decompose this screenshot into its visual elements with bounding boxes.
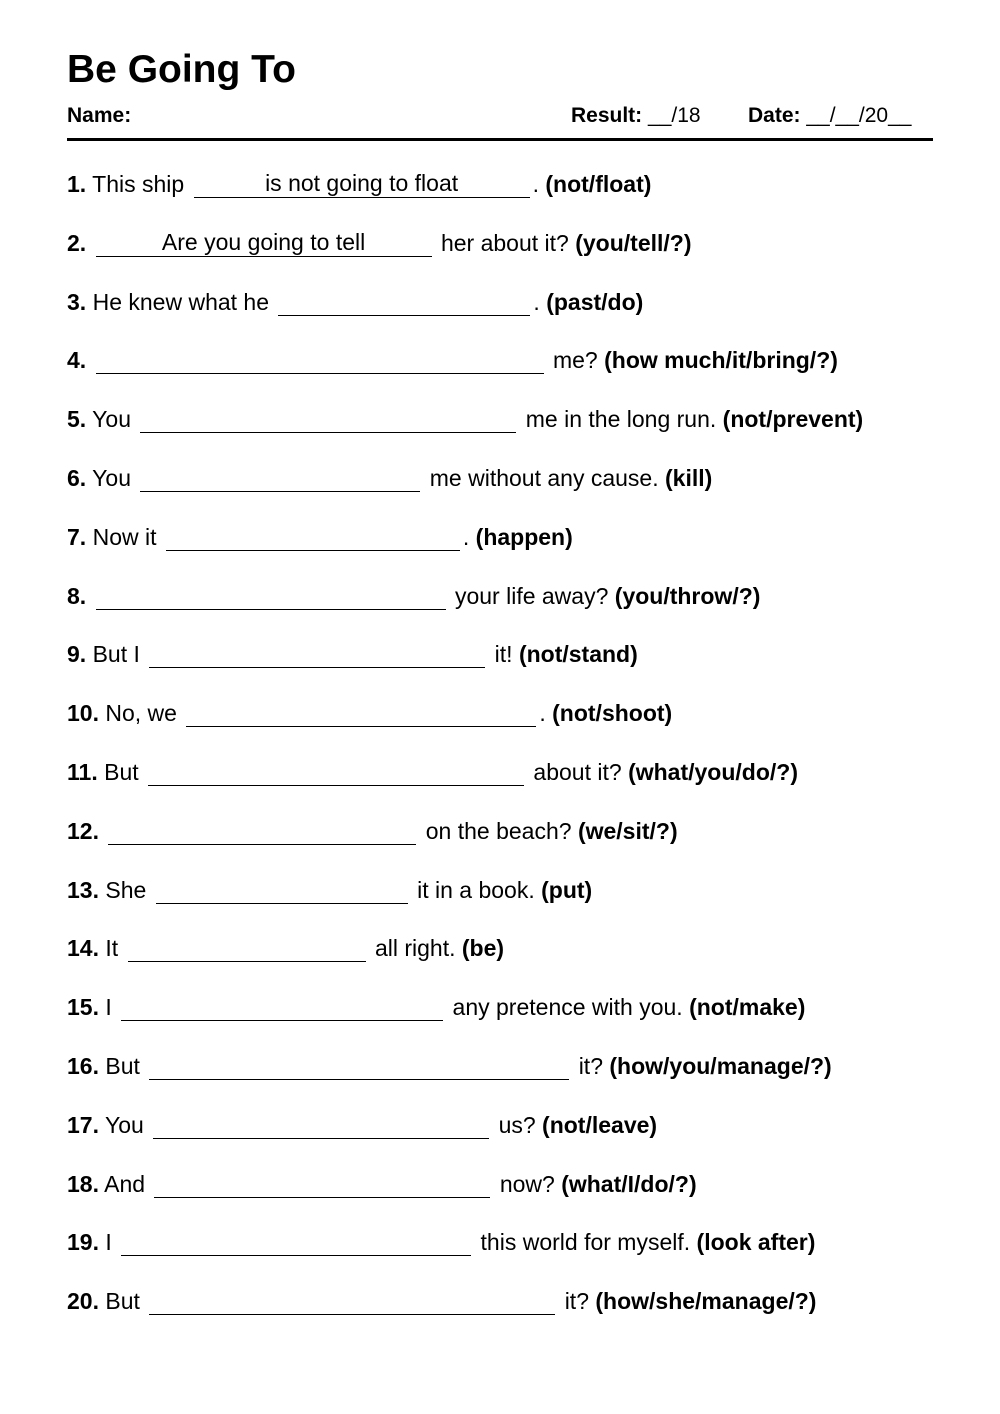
question-text-before: No, we bbox=[105, 700, 177, 727]
question-text-before: I bbox=[105, 994, 112, 1021]
question-text-before: You bbox=[92, 406, 131, 433]
result-value: __/18 bbox=[648, 104, 701, 127]
question-text-before: And bbox=[104, 1170, 146, 1197]
question-item bbox=[67, 519, 933, 578]
date-field bbox=[748, 102, 911, 130]
answer-blank[interactable] bbox=[149, 641, 485, 668]
answer-text: Are you going to tell bbox=[161, 228, 366, 255]
question-item bbox=[67, 460, 933, 519]
question-number: 14. bbox=[67, 935, 99, 962]
verb-hint: (happen) bbox=[475, 523, 573, 550]
question-text-after: . bbox=[533, 288, 540, 315]
answer-blank[interactable] bbox=[121, 1229, 471, 1256]
header-divider bbox=[67, 138, 933, 141]
verb-hint: (how much/it/bring/?) bbox=[604, 347, 838, 374]
question-number: 9. bbox=[67, 641, 87, 668]
question-number: 1. bbox=[67, 171, 87, 197]
question-text-before: This ship bbox=[92, 171, 185, 197]
question-item bbox=[67, 695, 933, 754]
question-list bbox=[67, 166, 933, 1342]
page-title: Be Going To bbox=[67, 48, 296, 91]
answer-blank[interactable] bbox=[108, 818, 416, 845]
verb-hint: (you/throw/?) bbox=[614, 582, 761, 609]
question-item bbox=[67, 578, 933, 637]
question-item bbox=[67, 1166, 933, 1225]
question-text-before: But bbox=[104, 758, 139, 785]
question-number: 12. bbox=[67, 817, 99, 844]
verb-hint: (how/you/manage/?) bbox=[609, 1052, 832, 1079]
question-number: 2. bbox=[67, 229, 87, 256]
question-text-before: I bbox=[105, 1229, 112, 1256]
question-item bbox=[67, 754, 933, 813]
question-text-after: it! bbox=[494, 641, 513, 668]
question-text-after: us? bbox=[498, 1111, 536, 1138]
question-text-after: it in a book. bbox=[417, 876, 535, 903]
question-text-before: You bbox=[104, 1111, 144, 1138]
answer-blank[interactable] bbox=[96, 347, 544, 374]
question-item bbox=[67, 1048, 933, 1107]
question-number: 19. bbox=[67, 1229, 99, 1256]
answer-blank[interactable] bbox=[194, 171, 530, 198]
question-text-before: Now it bbox=[92, 523, 157, 550]
answer-blank[interactable] bbox=[148, 759, 524, 786]
verb-hint: (what/I/do/?) bbox=[561, 1170, 697, 1197]
answer-blank[interactable] bbox=[140, 406, 516, 433]
question-item bbox=[67, 1283, 933, 1342]
answer-blank[interactable] bbox=[166, 524, 460, 551]
answer-blank[interactable] bbox=[149, 1288, 555, 1315]
verb-hint: (put) bbox=[541, 876, 593, 903]
question-item bbox=[67, 166, 933, 225]
result-field bbox=[571, 102, 701, 130]
question-number: 17. bbox=[67, 1111, 99, 1138]
verb-hint: (past/do) bbox=[546, 288, 644, 315]
date-label: Date: bbox=[748, 104, 801, 127]
question-text-before: She bbox=[105, 876, 147, 903]
verb-hint: (not/shoot) bbox=[552, 700, 673, 727]
question-text-after: this world for myself. bbox=[480, 1229, 691, 1256]
question-number: 15. bbox=[67, 994, 99, 1021]
answer-text: is not going to float bbox=[265, 170, 459, 196]
answer-blank[interactable] bbox=[154, 1171, 490, 1198]
header-meta bbox=[67, 102, 933, 130]
verb-hint: (not/make) bbox=[689, 994, 806, 1021]
question-number: 11. bbox=[67, 758, 98, 785]
question-item bbox=[67, 225, 933, 284]
verb-hint: (look after) bbox=[696, 1229, 816, 1256]
question-text-before: He knew what he bbox=[92, 288, 270, 315]
question-number: 16. bbox=[67, 1052, 99, 1079]
name-label: Name: bbox=[67, 104, 132, 127]
question-text-after: now? bbox=[499, 1170, 555, 1197]
question-text-after: on the beach? bbox=[425, 817, 572, 844]
verb-hint: (not/leave) bbox=[542, 1111, 658, 1138]
verb-hint: (kill) bbox=[665, 464, 713, 491]
answer-blank[interactable] bbox=[96, 583, 446, 610]
question-text-after: . bbox=[462, 523, 470, 550]
verb-hint: (what/you/do/?) bbox=[628, 758, 798, 785]
question-item bbox=[67, 284, 933, 343]
name-field bbox=[67, 102, 131, 130]
question-text-after: me without any cause. bbox=[429, 464, 659, 491]
verb-hint: (you/tell/?) bbox=[575, 229, 692, 256]
answer-blank[interactable] bbox=[121, 994, 443, 1021]
answer-blank[interactable] bbox=[96, 230, 432, 257]
question-text-after: it? bbox=[564, 1288, 589, 1315]
verb-hint: (not/stand) bbox=[518, 641, 638, 668]
question-text-after: your life away? bbox=[454, 582, 609, 609]
question-item bbox=[67, 1107, 933, 1166]
answer-blank[interactable] bbox=[140, 465, 420, 492]
verb-hint: (how/she/manage/?) bbox=[595, 1288, 817, 1315]
date-value: __/__/20__ bbox=[806, 104, 912, 127]
answer-blank[interactable] bbox=[278, 289, 530, 316]
question-text-after: it? bbox=[578, 1052, 603, 1079]
question-number: 4. bbox=[67, 347, 87, 374]
verb-hint: (we/sit/?) bbox=[577, 817, 678, 844]
answer-blank[interactable] bbox=[149, 1053, 569, 1080]
question-number: 10. bbox=[67, 700, 99, 727]
verb-hint: (not/prevent) bbox=[722, 406, 864, 433]
answer-blank[interactable] bbox=[156, 877, 408, 904]
question-number: 20. bbox=[67, 1288, 99, 1315]
question-text-after: me in the long run. bbox=[525, 406, 717, 433]
question-text-after: about it? bbox=[533, 758, 622, 785]
question-text-after: all right. bbox=[374, 935, 456, 962]
question-text-after: . bbox=[539, 700, 546, 727]
verb-hint: (not/float) bbox=[545, 171, 652, 197]
answer-blank[interactable] bbox=[128, 935, 366, 962]
question-number: 6. bbox=[67, 464, 87, 491]
question-number: 8. bbox=[67, 582, 87, 609]
question-text-after: her about it? bbox=[440, 229, 569, 256]
result-label: Result: bbox=[571, 104, 643, 127]
question-number: 18. bbox=[67, 1170, 99, 1197]
question-item bbox=[67, 989, 933, 1048]
question-text-after: . bbox=[532, 171, 539, 197]
question-item bbox=[67, 401, 933, 460]
question-number: 13. bbox=[67, 876, 99, 903]
question-item bbox=[67, 930, 933, 989]
question-text-before: It bbox=[105, 935, 119, 962]
question-item bbox=[67, 342, 933, 401]
answer-blank[interactable] bbox=[186, 700, 536, 727]
answer-blank[interactable] bbox=[153, 1112, 489, 1139]
question-number: 5. bbox=[67, 406, 87, 433]
question-item bbox=[67, 872, 933, 931]
question-text-after: me? bbox=[552, 347, 598, 374]
question-item bbox=[67, 813, 933, 872]
question-text-after: any pretence with you. bbox=[452, 994, 683, 1021]
question-text-before: But bbox=[105, 1052, 140, 1079]
question-text-before: But bbox=[105, 1288, 140, 1315]
question-item bbox=[67, 1224, 933, 1283]
question-text-before: You bbox=[92, 464, 131, 491]
question-text-before: But I bbox=[92, 641, 140, 668]
question-item bbox=[67, 636, 933, 695]
question-number: 7. bbox=[67, 523, 87, 550]
verb-hint: (be) bbox=[461, 935, 505, 962]
question-number: 3. bbox=[67, 288, 87, 315]
